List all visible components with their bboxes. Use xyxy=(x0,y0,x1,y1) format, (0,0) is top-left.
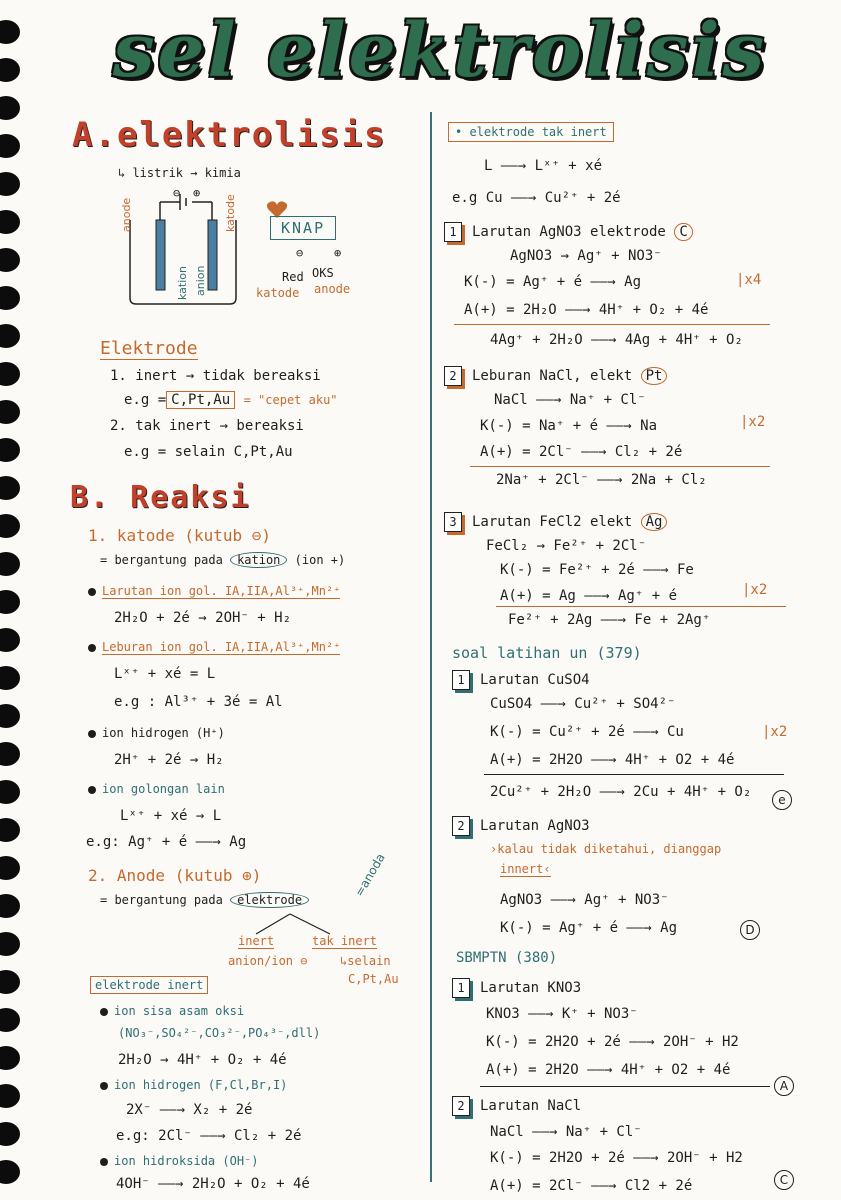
anode-item-hidrogen xyxy=(100,1078,287,1092)
elektrode-inert: 1. inert → tidak bereaksi xyxy=(110,368,321,384)
sbmptn-2-line-2: K(-) = 2H2O + 2é ——→ 2OH⁻ + H2 xyxy=(490,1150,743,1166)
example-3-line-3: A(+) = Ag ——→ Ag⁺ + é xyxy=(500,588,678,604)
sbmptn-2-title-text: Larutan NaCl xyxy=(480,1098,582,1114)
anode-label: anode xyxy=(120,197,133,232)
example-3-number: 3 xyxy=(444,512,462,532)
sbmptn-2-line-3: A(+) = 2Cl⁻ ——→ Cl2 + 2é xyxy=(490,1178,693,1194)
soal-1-line-2: K(-) = Cu²⁺ + 2é ——→ Cu xyxy=(490,724,684,740)
katode-heading: 1. katode (kutub ⊖) xyxy=(88,526,272,545)
katode-item-golongan xyxy=(88,782,225,796)
sbmptn-1-title xyxy=(452,978,581,998)
example-1-line-2: K(-) = Ag⁺ + é ——→ Ag xyxy=(464,274,642,290)
anode-eq-1: 2H₂O → 4H⁺ + O₂ + 4é xyxy=(118,1052,287,1068)
katode-item-leburan xyxy=(88,640,340,654)
example-1-number: 1 xyxy=(444,222,462,242)
soal-2-note-2: innert‹ xyxy=(500,862,551,876)
anode-item-hidrogen-text: ion hidrogen (F,Cl,Br,I) xyxy=(114,1078,288,1092)
example-3-title xyxy=(444,512,667,532)
dep-prefix: = bergantung pada xyxy=(100,553,223,567)
sum-line xyxy=(470,466,770,467)
katode-item-hidrogen-text: ion hidrogen (H⁺) xyxy=(102,726,225,740)
example-1-title xyxy=(444,222,693,242)
sbmptn-1-line-1: KNO3 ——→ K⁺ + NO3⁻ xyxy=(486,1006,638,1022)
mnemonic-note: = "cepet aku" xyxy=(243,393,338,407)
sbmptn-1-line-2: K(-) = 2H2O + 2é ——→ 2OH⁻ + H2 xyxy=(486,1034,739,1050)
example-1-line-4: 4Ag⁺ + 2H₂O ——→ 4Ag + 4H⁺ + O₂ xyxy=(490,332,743,348)
anoda-side-note: =anoda xyxy=(352,851,388,899)
page-title: sel elektrolisis xyxy=(112,8,768,94)
column-divider xyxy=(430,112,432,1182)
anode-dependency xyxy=(100,892,309,908)
example-3-line-1: FeCl₂ → Fe²⁺ + 2Cl⁻ xyxy=(486,538,647,554)
sbmptn-heading: SBMPTN (380) xyxy=(456,950,558,966)
example-1-multiplier: |x4 xyxy=(736,272,762,288)
example-2-title xyxy=(444,366,667,386)
sbmptn-2-line-1: NaCl ——→ Na⁺ + Cl⁻ xyxy=(490,1124,642,1140)
soal-1-multiplier: |x2 xyxy=(762,724,788,740)
anode-eq-2: 2X⁻ ——→ X₂ + 2é xyxy=(126,1102,253,1118)
minus-sign: ⊖ xyxy=(173,186,181,200)
sbmptn-1-number: 1 xyxy=(452,978,470,998)
soal-latihan-heading: soal latihan un (379) xyxy=(452,644,642,662)
katode-eq-2: Lˣ⁺ + xé = L xyxy=(114,666,216,682)
bullet-icon xyxy=(100,1158,108,1166)
dep-suffix: (ion +) xyxy=(294,553,346,567)
section-a-heading: A.elektrolisis xyxy=(72,115,387,155)
bullet-icon xyxy=(88,644,96,652)
katode-item-larutan xyxy=(88,584,340,598)
bullet-icon xyxy=(88,588,96,596)
section-b-heading: B. Reaksi xyxy=(70,480,251,515)
sum-line xyxy=(480,1086,770,1087)
example-2-line-2: K(-) = Na⁺ + é ——→ Na xyxy=(480,418,658,434)
anion-label: anion xyxy=(194,265,207,296)
knap-plus: ⊕ xyxy=(334,246,342,260)
soal-2-note-1: ›kalau tidak diketahui, dianggap xyxy=(490,842,722,856)
example-1-line-3: A(+) = 2H₂O ——→ 4H⁺ + O₂ + 4é xyxy=(464,302,709,318)
soal-1-line-3: A(+) = 2H2O ——→ 4H⁺ + O2 + 4é xyxy=(490,752,735,768)
sum-line xyxy=(454,324,770,325)
kation-label: kation xyxy=(176,266,189,300)
bullet-icon xyxy=(100,1008,108,1016)
example-3-line-2: K(-) = Fe²⁺ + 2é ——→ Fe xyxy=(500,562,694,578)
katode-map: katode xyxy=(256,286,300,300)
bullet-icon xyxy=(88,786,96,794)
example-1-title-text: Larutan AgNO3 elektrode xyxy=(472,224,666,240)
katode-eg-2: e.g : Al³⁺ + 3é = Al xyxy=(114,694,283,710)
anode-item-hidroksida xyxy=(100,1154,259,1168)
anode-heading: 2. Anode (kutub ⊕) xyxy=(88,866,262,885)
elektrode-tak-inert: 2. tak inert → bereaksi xyxy=(110,418,304,434)
elektrode-inert-example xyxy=(124,392,338,408)
bullet-icon xyxy=(88,730,96,738)
example-3-electrode: Ag xyxy=(641,513,668,531)
anode-item-oksi-text: ion sisa asam oksi xyxy=(114,1004,245,1018)
soal-2-line-2: K(-) = Ag⁺ + é ——→ Ag xyxy=(500,920,678,936)
example-2-multiplier: |x2 xyxy=(740,414,766,430)
inert-metals-box: C,Pt,Au xyxy=(166,391,235,409)
tak-inert-label: tak inert xyxy=(312,934,378,948)
tak-inert-example: e.g Cu ——→ Cu²⁺ + 2é xyxy=(452,190,621,206)
anode-eq-3: 4OH⁻ ——→ 2H₂O + O₂ + 4é xyxy=(116,1176,310,1192)
soal-2-number: 2 xyxy=(452,816,470,836)
binder-holes xyxy=(0,20,32,1200)
example-2-line-1: NaCl ——→ Na⁺ + Cl⁻ xyxy=(494,392,646,408)
anode-item-oksi xyxy=(100,1004,244,1018)
anode-item-hidroksida-text: ion hidroksida (OH⁻) xyxy=(114,1154,259,1168)
example-2-number: 2 xyxy=(444,366,462,386)
soal-1-number: 1 xyxy=(452,670,470,690)
anion-ion-label: anion/ion ⊖ xyxy=(228,954,308,968)
soal-2-title xyxy=(452,816,590,836)
inert-label: inert xyxy=(238,934,275,948)
example-1-line-1: AgNO3 → Ag⁺ + NO3⁻ xyxy=(510,248,662,264)
soal-1-title-text: Larutan CuSO4 xyxy=(480,672,590,688)
katode-item-leburan-text: Leburan ion gol. IA,IIA,Al³⁺,Mn²⁺ xyxy=(102,640,341,654)
anode-oksi-list: (NO₃⁻,SO₄²⁻,CO₃²⁻,PO₄³⁻,dll) xyxy=(118,1026,321,1040)
example-2-line-3: A(+) = 2Cl⁻ ——→ Cl₂ + 2é xyxy=(480,444,683,460)
katode-eg-4: e.g: Ag⁺ + é ——→ Ag xyxy=(86,834,247,850)
elektrode-circle: elektrode xyxy=(230,892,309,908)
katode-item-hidrogen xyxy=(88,726,225,740)
sbmptn-1-answer: A xyxy=(774,1076,794,1096)
sum-line xyxy=(484,774,784,775)
tak-inert-eq: L ——→ Lˣ⁺ + xé xyxy=(484,158,603,174)
soal-2-answer: D xyxy=(740,920,760,940)
soal-1-answer: e xyxy=(772,790,792,810)
flow-label: ↳ listrik → kimia xyxy=(118,166,241,180)
example-1-electrode: C xyxy=(674,223,692,241)
soal-1-line-1: CuSO4 ——→ Cu²⁺ + SO4²⁻ xyxy=(490,696,676,712)
anode-eg-2: e.g: 2Cl⁻ ——→ Cl₂ + 2é xyxy=(116,1128,302,1144)
katode-eq-3: 2H⁺ + 2é → H₂ xyxy=(114,752,224,768)
katode-dependency xyxy=(100,552,345,568)
plus-sign: ⊕ xyxy=(193,186,201,200)
dep-prefix: = bergantung pada xyxy=(100,893,223,907)
example-2-title-text: Leburan NaCl, elekt xyxy=(472,368,633,384)
sbmptn-1-title-text: Larutan KNO3 xyxy=(480,980,582,996)
red-label: Red xyxy=(282,270,304,284)
bullet-icon xyxy=(100,1082,108,1090)
katode-item-golongan-text: ion golongan lain xyxy=(102,782,225,796)
soal-1-line-4: 2Cu²⁺ + 2H₂O ——→ 2Cu + 4H⁺ + O₂ xyxy=(490,784,752,800)
tak-inert-box: • elektrode tak inert xyxy=(448,122,614,142)
sbmptn-1-line-3: A(+) = 2H2O ——→ 4H⁺ + O2 + 4é xyxy=(486,1062,731,1078)
katode-eq-1: 2H₂O + 2é → 2OH⁻ + H₂ xyxy=(114,610,292,626)
sbmptn-2-number: 2 xyxy=(452,1096,470,1116)
example-2-line-4: 2Na⁺ + 2Cl⁻ ——→ 2Na + Cl₂ xyxy=(496,472,707,488)
knap-box: KNAP xyxy=(270,216,336,240)
example-3-line-4: Fe²⁺ + 2Ag ——→ Fe + 2Ag⁺ xyxy=(508,612,711,628)
cptau-label: C,Pt,Au xyxy=(348,972,399,986)
soal-1-title xyxy=(452,670,590,690)
example-3-title-text: Larutan FeCl2 elekt xyxy=(472,514,633,530)
kation-circle: kation xyxy=(230,552,287,568)
elektrode-inert-box: elektrode inert xyxy=(90,976,208,994)
katode-eq-4: Lˣ⁺ + xé → L xyxy=(120,808,222,824)
anode-map: anode xyxy=(314,282,351,296)
selain-label: ↳selain xyxy=(340,954,391,968)
sbmptn-2-answer: C xyxy=(774,1170,794,1190)
katode-item-larutan-text: Larutan ion gol. IA,IIA,Al³⁺,Mn²⁺ xyxy=(102,584,341,598)
elektrode-heading: Elektrode xyxy=(100,338,198,359)
sbmptn-2-title xyxy=(452,1096,581,1116)
sum-line xyxy=(496,606,786,607)
example-2-electrode: Pt xyxy=(641,367,668,385)
knap-minus: ⊖ xyxy=(296,246,304,260)
eg-prefix: e.g = xyxy=(124,392,167,408)
oks-label: OKS xyxy=(312,266,334,280)
soal-2-title-text: Larutan AgNO3 xyxy=(480,818,590,834)
katode-label: katode xyxy=(224,194,237,232)
soal-2-line-1: AgNO3 ——→ Ag⁺ + NO3⁻ xyxy=(500,892,669,908)
elektrode-tak-inert-example: e.g = selain C,Pt,Au xyxy=(124,444,293,460)
example-3-multiplier: |x2 xyxy=(742,582,768,598)
